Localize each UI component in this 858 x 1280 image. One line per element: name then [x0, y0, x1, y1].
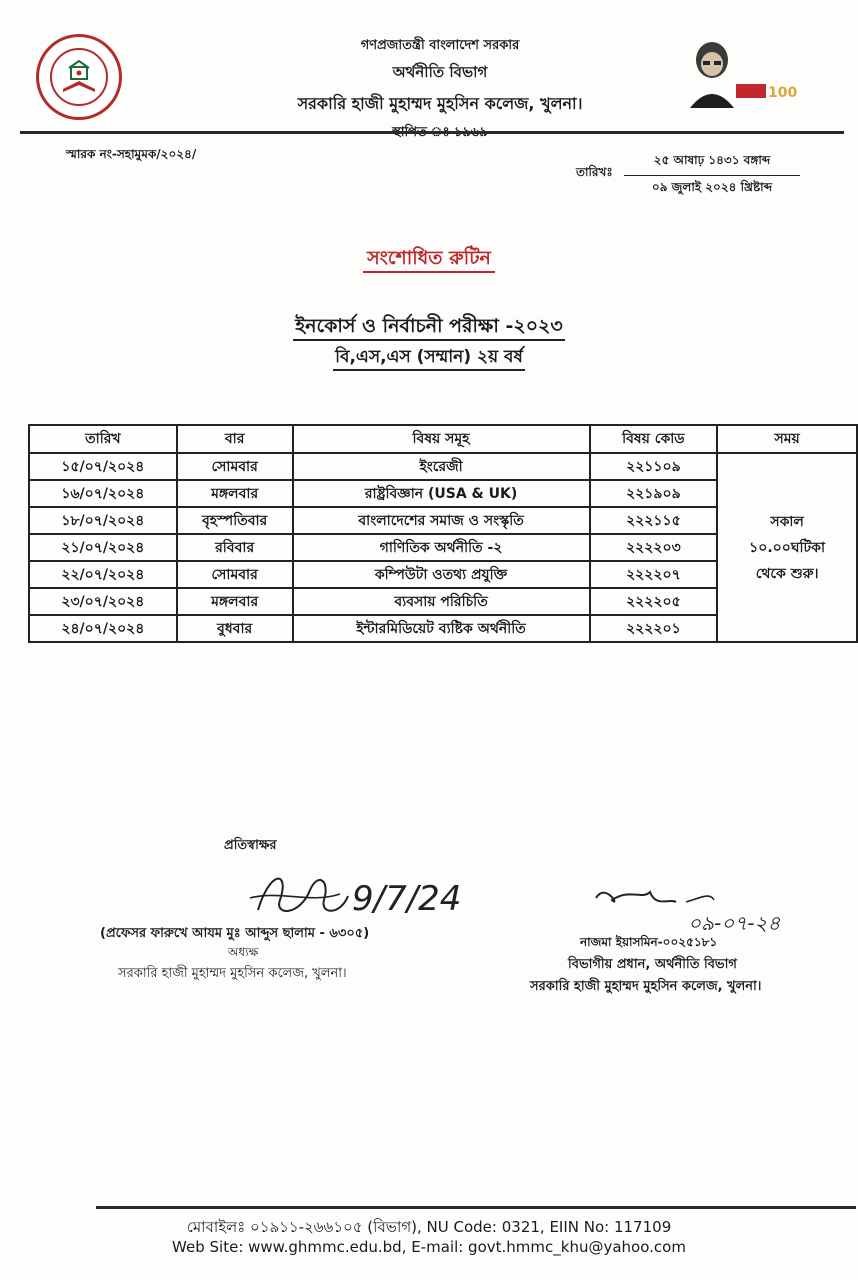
- cell-time: [717, 453, 857, 642]
- head-designation: বিভাগীয় প্রধান, অর্থনীতি বিভাগ: [568, 957, 737, 972]
- cell-code: ২২২২০১: [590, 615, 718, 642]
- date-bangla: ২৫ আষাঢ় ১৪৩১ বঙ্গাব্দ: [624, 152, 800, 176]
- cell-date: ১৮/০৭/২০২৪: [29, 507, 177, 534]
- cell-day: রবিবার: [177, 534, 293, 561]
- header-subject: বিষয় সমূহ: [293, 425, 590, 453]
- cell-code: ২২১১০৯: [590, 453, 718, 480]
- cell-subject: গাণিতিক অর্থনীতি -২: [293, 534, 590, 561]
- footer-rule: [96, 1206, 856, 1209]
- svg-text:100: 100: [768, 85, 798, 101]
- cell-date: ১৫/০৭/২০২৪: [29, 453, 177, 480]
- date-english: ০৯ জুলাই ২০২৪ খ্রিষ্টাব্দ: [651, 180, 773, 194]
- govt-title: গণপ্রজাতন্ত্রী বাংলাদেশ সরকার: [360, 38, 520, 53]
- head-college: সরকারি হাজী মুহাম্মদ মুহসিন কলেজ, খুলনা।: [530, 979, 762, 994]
- exam-subtitle-text: বি,এস,এস (সম্মান) ২য় বর্ষ: [333, 347, 525, 371]
- head-name: নাজমা ইয়াসমিন-০০২৫১৮১: [580, 935, 718, 949]
- cell-day: মঙ্গলবার: [177, 588, 293, 615]
- department-title: অর্থনীতি বিভাগ: [392, 63, 488, 81]
- time-line-2: ১০.০০ঘটিকা: [749, 539, 826, 556]
- cell-subject: রাষ্ট্রবিজ্ঞান (USA & UK): [293, 480, 590, 507]
- cell-code: ২২২১১৫: [590, 507, 718, 534]
- cell-subject: কম্পিউটা ওতথ্য প্রযুক্তি: [293, 561, 590, 588]
- cell-date: ২২/০৭/২০২৪: [29, 561, 177, 588]
- mujib-100-portrait-icon: [684, 34, 798, 110]
- cell-subject: ইন্টারমিডিয়েট ব্যষ্টিক অর্থনীতি: [293, 615, 590, 642]
- college-emblem-icon: [36, 34, 122, 120]
- principal-name: (প্রফেসর ফারুখে আযম মুঃ আব্দুস ছালাম - ৬৩০৫): [100, 926, 370, 941]
- memo-number: স্মারক নং-সহামুমক/২০২৪/: [66, 147, 197, 161]
- cell-day: মঙ্গলবার: [177, 480, 293, 507]
- time-line-1: সকাল: [770, 513, 804, 530]
- cell-day: সোমবার: [177, 453, 293, 480]
- cell-date: ২৪/০৭/২০২৪: [29, 615, 177, 642]
- cell-code: ২২১৯০৯: [590, 480, 718, 507]
- letterhead: [200, 36, 680, 144]
- footer-contact: মোবাইলঃ ০১৯১১-২৬৬১০৫ (বিভাগ), NU Code: 0321, EIIN No: 117109: [186, 1218, 672, 1236]
- principal-signature-date: 9/7/24: [352, 879, 462, 919]
- cell-date: ২৩/০৭/২০২৪: [29, 588, 177, 615]
- header-rule: [20, 131, 844, 134]
- cell-day: বুধবার: [177, 615, 293, 642]
- cell-code: ২২২২০৩: [590, 534, 718, 561]
- exam-subtitle: [0, 344, 858, 372]
- cell-code: ২২২২০৭: [590, 561, 718, 588]
- routine-table: [28, 424, 858, 643]
- footer-web: Web Site: www.ghmmc.edu.bd, E-mail: govt.hmmc_khu@yahoo.com: [172, 1238, 686, 1256]
- cell-subject: ইংরেজী: [293, 453, 590, 480]
- table-header-row: [29, 425, 857, 453]
- cell-day: সোমবার: [177, 561, 293, 588]
- header-date: তারিখ: [29, 425, 177, 453]
- cell-code: ২২২২০৫: [590, 588, 718, 615]
- head-signature: [590, 878, 840, 938]
- date-block: [624, 152, 800, 199]
- date-label: তারিখঃ: [576, 165, 613, 179]
- attest-label: প্রতিস্বাক্ষর: [224, 838, 277, 853]
- principal-signature: [240, 860, 462, 930]
- cell-subject: বাংলাদেশের সমাজ ও সংস্কৃতি: [293, 507, 590, 534]
- revised-routine-title: [0, 244, 858, 276]
- head-signature-date: ০৯-০৭-২৪: [688, 911, 781, 935]
- header-time: সময়: [717, 425, 857, 453]
- principal-designation: অধ্যক্ষ: [228, 945, 259, 959]
- cell-date: ১৬/০৭/২০২৪: [29, 480, 177, 507]
- cell-day: বৃহস্পতিবার: [177, 507, 293, 534]
- revised-routine-text: সংশোধিত রুটিন: [363, 247, 495, 273]
- table-row: [29, 453, 857, 480]
- cell-date: ২১/০৭/২০২৪: [29, 534, 177, 561]
- principal-college: সরকারি হাজী মুহাম্মদ মুহসিন কলেজ, খুলনা।: [118, 966, 347, 981]
- header-code: বিষয় কোড: [590, 425, 718, 453]
- college-title: সরকারি হাজী মুহাম্মদ মুহসিন কলেজ, খুলনা।: [297, 94, 583, 113]
- exam-title-text: ইনকোর্স ও নির্বাচনী পরীক্ষা -২০২৩: [293, 315, 565, 341]
- header-day: বার: [177, 425, 293, 453]
- time-line-3: থেকে শুরু।: [755, 565, 819, 582]
- exam-title: [0, 312, 858, 344]
- cell-subject: ব্যবসায় পরিচিতি: [293, 588, 590, 615]
